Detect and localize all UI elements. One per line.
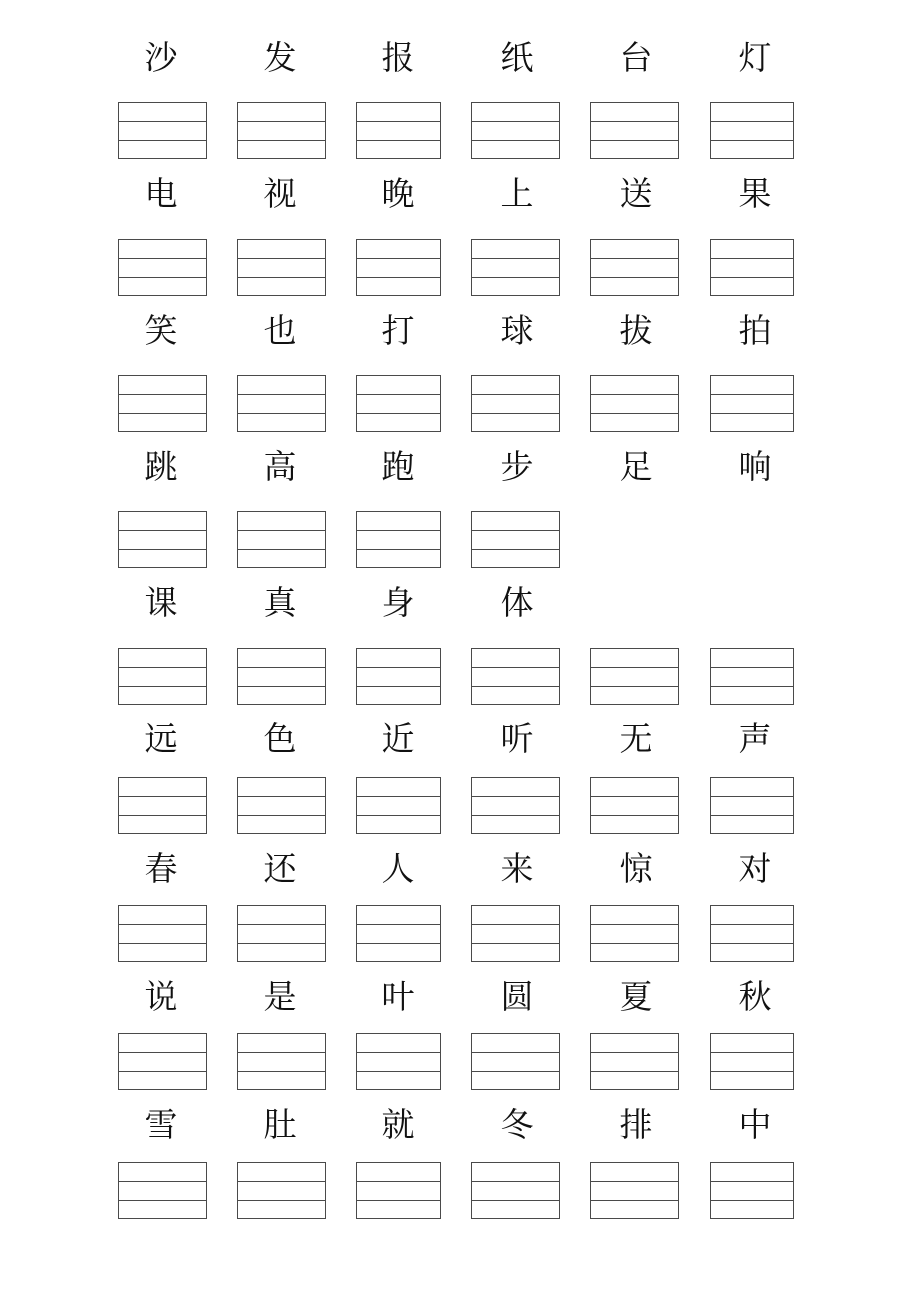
writing-guide-line [357, 796, 440, 797]
writing-guide-line [238, 815, 325, 816]
writing-guide-line [119, 258, 206, 259]
writing-guide-line [119, 121, 206, 122]
writing-guide-line [119, 924, 206, 925]
character: 对 [738, 849, 772, 888]
writing-guide-line [357, 549, 440, 550]
writing-guide-line [357, 530, 440, 531]
writing-box[interactable] [118, 648, 207, 705]
writing-guide-line [238, 530, 325, 531]
writing-box[interactable] [710, 905, 794, 962]
character: 听 [500, 719, 534, 758]
writing-guide-line [238, 258, 325, 259]
writing-box[interactable] [237, 1162, 326, 1219]
writing-box[interactable] [590, 777, 679, 834]
writing-guide-line [711, 943, 793, 944]
writing-box[interactable] [118, 102, 207, 159]
character: 色 [263, 719, 297, 758]
writing-box[interactable] [471, 102, 560, 159]
writing-guide-line [472, 394, 559, 395]
character: 上 [500, 174, 534, 213]
writing-guide-line [591, 815, 678, 816]
writing-guide-line [472, 277, 559, 278]
writing-guide-line [357, 394, 440, 395]
writing-guide-line [119, 394, 206, 395]
writing-guide-line [119, 549, 206, 550]
writing-box[interactable] [710, 648, 794, 705]
writing-guide-line [591, 1200, 678, 1201]
writing-guide-line [357, 1052, 440, 1053]
writing-guide-line [238, 121, 325, 122]
writing-box[interactable] [471, 777, 560, 834]
writing-box[interactable] [118, 905, 207, 962]
writing-box[interactable] [590, 375, 679, 432]
writing-guide-line [357, 140, 440, 141]
writing-guide-line [119, 1181, 206, 1182]
writing-box[interactable] [237, 375, 326, 432]
writing-guide-line [472, 796, 559, 797]
writing-box[interactable] [237, 511, 326, 568]
writing-box[interactable] [471, 239, 560, 296]
writing-guide-line [472, 413, 559, 414]
writing-box[interactable] [590, 905, 679, 962]
writing-guide-line [472, 1181, 559, 1182]
writing-guide-line [472, 943, 559, 944]
writing-box[interactable] [356, 375, 441, 432]
writing-guide-line [357, 1181, 440, 1182]
character: 送 [619, 174, 653, 213]
writing-guide-line [711, 258, 793, 259]
writing-guide-line [357, 943, 440, 944]
writing-guide-line [238, 413, 325, 414]
writing-box[interactable] [471, 375, 560, 432]
writing-guide-line [238, 943, 325, 944]
writing-guide-line [591, 924, 678, 925]
writing-guide-line [591, 121, 678, 122]
writing-box[interactable] [710, 102, 794, 159]
writing-box[interactable] [356, 1033, 441, 1090]
writing-box[interactable] [356, 511, 441, 568]
writing-box[interactable] [118, 1033, 207, 1090]
writing-box[interactable] [590, 102, 679, 159]
character: 跑 [381, 447, 415, 486]
character: 响 [738, 447, 772, 486]
writing-guide-line [119, 667, 206, 668]
character: 发 [263, 38, 297, 77]
writing-guide-line [591, 943, 678, 944]
character: 是 [263, 977, 297, 1016]
character: 拍 [738, 311, 772, 350]
character: 视 [263, 174, 297, 213]
writing-guide-line [711, 277, 793, 278]
writing-box[interactable] [590, 1162, 679, 1219]
writing-guide-line [357, 686, 440, 687]
writing-box[interactable] [471, 1033, 560, 1090]
writing-guide-line [591, 1181, 678, 1182]
character: 足 [619, 447, 653, 486]
writing-guide-line [238, 1181, 325, 1182]
writing-guide-line [119, 1071, 206, 1072]
writing-guide-line [357, 413, 440, 414]
writing-guide-line [711, 140, 793, 141]
character: 夏 [619, 977, 653, 1016]
writing-guide-line [357, 815, 440, 816]
writing-guide-line [711, 815, 793, 816]
writing-box[interactable] [118, 239, 207, 296]
writing-guide-line [119, 686, 206, 687]
writing-box[interactable] [471, 511, 560, 568]
character: 声 [738, 719, 772, 758]
writing-guide-line [711, 121, 793, 122]
writing-box[interactable] [471, 1162, 560, 1219]
writing-guide-line [591, 686, 678, 687]
writing-box[interactable] [237, 648, 326, 705]
character: 纸 [500, 38, 534, 77]
writing-guide-line [472, 667, 559, 668]
writing-box[interactable] [710, 375, 794, 432]
writing-guide-line [238, 394, 325, 395]
writing-box[interactable] [710, 777, 794, 834]
writing-guide-line [591, 667, 678, 668]
writing-guide-line [357, 277, 440, 278]
writing-guide-line [711, 1071, 793, 1072]
writing-box[interactable] [710, 1033, 794, 1090]
writing-guide-line [591, 140, 678, 141]
writing-guide-line [238, 1052, 325, 1053]
character: 拔 [619, 311, 653, 350]
writing-box[interactable] [356, 905, 441, 962]
writing-guide-line [472, 121, 559, 122]
character: 春 [144, 849, 178, 888]
writing-guide-line [119, 796, 206, 797]
character: 叶 [381, 977, 415, 1016]
character: 圆 [500, 977, 534, 1016]
writing-box[interactable] [237, 239, 326, 296]
writing-box[interactable] [118, 375, 207, 432]
character: 排 [619, 1105, 653, 1144]
writing-guide-line [238, 667, 325, 668]
character: 秋 [738, 977, 772, 1016]
writing-guide-line [472, 815, 559, 816]
character: 冬 [500, 1105, 534, 1144]
character: 肚 [263, 1105, 297, 1144]
writing-guide-line [238, 924, 325, 925]
character: 无 [619, 719, 653, 758]
character: 还 [263, 849, 297, 888]
writing-guide-line [591, 413, 678, 414]
writing-guide-line [472, 258, 559, 259]
writing-guide-line [357, 667, 440, 668]
writing-guide-line [711, 686, 793, 687]
writing-box[interactable] [356, 239, 441, 296]
character: 惊 [619, 849, 653, 888]
writing-guide-line [119, 1052, 206, 1053]
writing-guide-line [238, 686, 325, 687]
character: 报 [381, 38, 415, 77]
writing-box[interactable] [710, 1162, 794, 1219]
writing-guide-line [711, 413, 793, 414]
writing-box[interactable] [710, 239, 794, 296]
writing-box[interactable] [356, 1162, 441, 1219]
writing-guide-line [357, 121, 440, 122]
character: 远 [144, 719, 178, 758]
writing-guide-line [119, 815, 206, 816]
writing-box[interactable] [471, 648, 560, 705]
writing-guide-line [357, 1071, 440, 1072]
character: 沙 [144, 38, 178, 77]
character: 高 [263, 447, 297, 486]
writing-guide-line [711, 394, 793, 395]
character: 雪 [144, 1105, 178, 1144]
writing-guide-line [472, 1071, 559, 1072]
writing-guide-line [119, 943, 206, 944]
writing-box[interactable] [356, 777, 441, 834]
writing-box[interactable] [356, 648, 441, 705]
character: 身 [381, 583, 415, 622]
writing-guide-line [472, 140, 559, 141]
writing-guide-line [119, 277, 206, 278]
writing-guide-line [472, 549, 559, 550]
character: 人 [381, 849, 415, 888]
writing-guide-line [238, 140, 325, 141]
character: 灯 [738, 38, 772, 77]
character: 近 [381, 719, 415, 758]
character: 晚 [381, 174, 415, 213]
character: 电 [144, 174, 178, 213]
character: 步 [500, 447, 534, 486]
writing-guide-line [238, 1071, 325, 1072]
character: 笑 [144, 311, 178, 350]
character: 就 [381, 1105, 415, 1144]
writing-guide-line [711, 1181, 793, 1182]
character: 球 [500, 311, 534, 350]
writing-box[interactable] [237, 102, 326, 159]
character: 来 [500, 849, 534, 888]
character: 跳 [144, 447, 178, 486]
character: 说 [144, 977, 178, 1016]
writing-guide-line [472, 530, 559, 531]
character: 课 [144, 583, 178, 622]
writing-guide-line [591, 258, 678, 259]
character: 台 [619, 38, 653, 77]
writing-box[interactable] [590, 1033, 679, 1090]
writing-box[interactable] [590, 239, 679, 296]
writing-guide-line [711, 924, 793, 925]
writing-guide-line [472, 686, 559, 687]
writing-guide-line [591, 394, 678, 395]
writing-guide-line [119, 413, 206, 414]
character: 体 [500, 583, 534, 622]
writing-box[interactable] [590, 648, 679, 705]
character: 打 [381, 311, 415, 350]
writing-box[interactable] [118, 1162, 207, 1219]
character: 真 [263, 583, 297, 622]
writing-box[interactable] [118, 777, 207, 834]
writing-guide-line [238, 1200, 325, 1201]
writing-guide-line [357, 924, 440, 925]
writing-box[interactable] [118, 511, 207, 568]
writing-guide-line [711, 1052, 793, 1053]
writing-guide-line [472, 924, 559, 925]
writing-guide-line [711, 796, 793, 797]
character: 果 [738, 174, 772, 213]
writing-box[interactable] [237, 905, 326, 962]
writing-guide-line [238, 277, 325, 278]
writing-guide-line [591, 1071, 678, 1072]
writing-guide-line [591, 1052, 678, 1053]
writing-box[interactable] [237, 1033, 326, 1090]
writing-guide-line [711, 1200, 793, 1201]
writing-guide-line [591, 277, 678, 278]
writing-guide-line [238, 796, 325, 797]
writing-guide-line [472, 1052, 559, 1053]
writing-guide-line [357, 258, 440, 259]
writing-box[interactable] [356, 102, 441, 159]
writing-guide-line [119, 1200, 206, 1201]
writing-guide-line [119, 530, 206, 531]
writing-guide-line [472, 1200, 559, 1201]
writing-box[interactable] [237, 777, 326, 834]
character: 也 [263, 311, 297, 350]
writing-guide-line [711, 667, 793, 668]
writing-guide-line [591, 796, 678, 797]
character: 中 [738, 1105, 772, 1144]
writing-guide-line [238, 549, 325, 550]
writing-guide-line [357, 1200, 440, 1201]
writing-box[interactable] [471, 905, 560, 962]
writing-guide-line [119, 140, 206, 141]
